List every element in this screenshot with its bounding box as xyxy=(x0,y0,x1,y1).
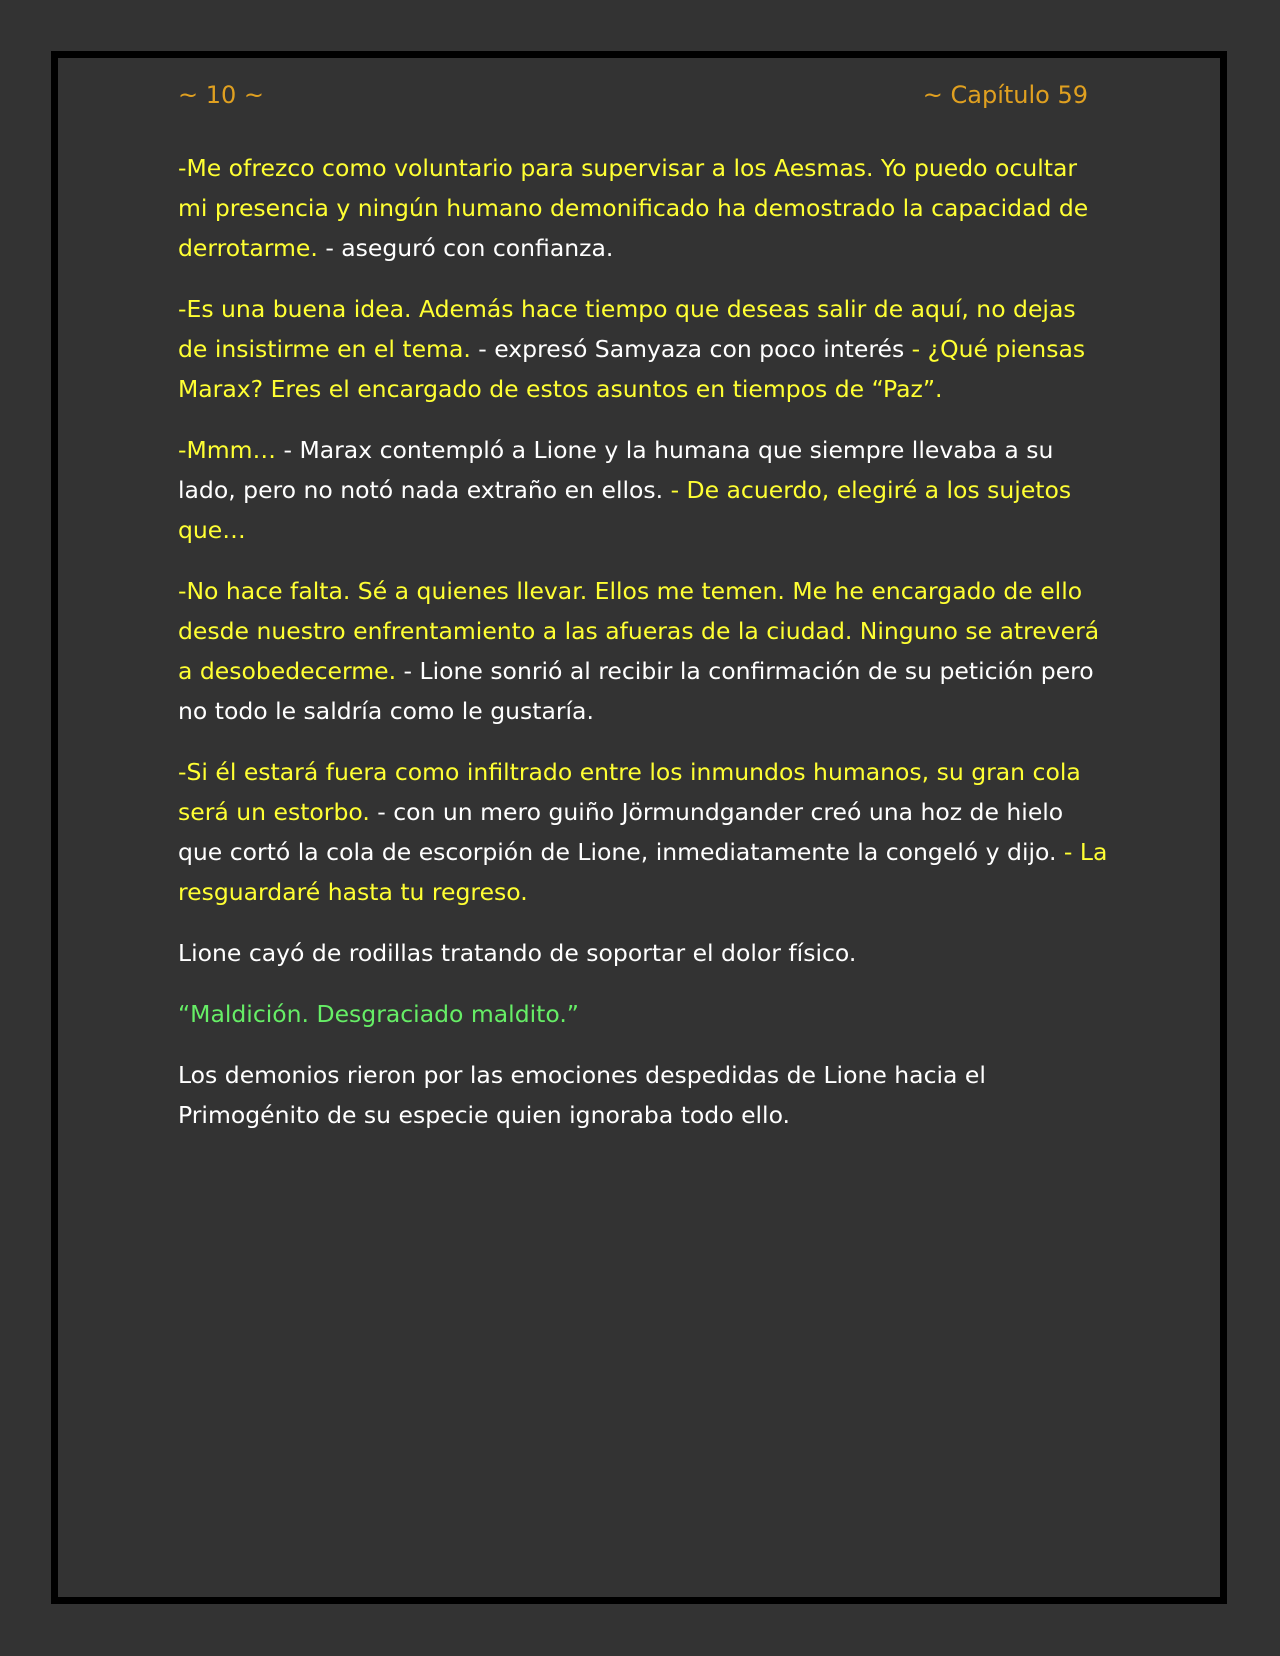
narration-segment: - aseguró con confianza. xyxy=(317,234,614,262)
thought-segment: “Maldición. Desgraciado maldito.” xyxy=(178,1000,579,1028)
speech-segment: -Si él estará fuera como infiltrado entre los inmundos humanos, su gran cola será un estorbo. xyxy=(178,758,1081,826)
narration-segment: Los demonios rieron por las emociones despedidas de Lione hacia el Primogénito de su especie quien ignoraba todo ello. xyxy=(178,1061,986,1129)
paragraph xyxy=(178,430,1112,550)
narration-segment: - Lione sonrió al recibir la confirmación de su petición pero no todo le saldría como le gustaría. xyxy=(178,657,1094,725)
paragraph xyxy=(178,752,1112,912)
paragraph xyxy=(178,148,1112,268)
story-body xyxy=(178,148,1112,1156)
speech-segment: - De acuerdo, elegiré a los sujetos que… xyxy=(178,476,1072,544)
paragraph xyxy=(178,571,1112,731)
narration-segment: - Marax contempló a Lione y la humana que siempre llevaba a su lado, pero no notó nada extraño en ellos. xyxy=(178,436,1054,504)
speech-segment: - La resguardaré hasta tu regreso. xyxy=(178,838,1108,906)
paragraph xyxy=(178,933,1112,973)
page-number: ~ 10 ~ xyxy=(178,81,265,109)
narration-segment: Lione cayó de rodillas tratando de soportar el dolor físico. xyxy=(178,939,857,967)
page-header xyxy=(178,78,1088,112)
speech-segment: -Es una buena idea. Además hace tiempo que deseas salir de aquí, no dejas de insistirme en el tema. xyxy=(178,295,1076,363)
narration-segment: - con un mero guiño Jörmundgander creó una hoz de hielo que cortó la cola de escorpión de Lione, inmediatamente la congeló y dijo. xyxy=(178,798,1064,866)
paragraph xyxy=(178,289,1112,409)
paragraph xyxy=(178,1055,1112,1135)
speech-segment: -Mmm… xyxy=(178,436,284,464)
chapter-title: ~ Capítulo 59 xyxy=(922,81,1088,109)
speech-segment: -Me ofrezco como voluntario para supervisar a los Aesmas. Yo puedo ocultar mi presencia y ningún humano demonificado ha demostrado la capacidad de derrotarme. xyxy=(178,154,1089,262)
narration-segment: - expresó Samyaza con poco interés xyxy=(470,335,912,363)
speech-segment: - ¿Qué piensas Marax? Eres el encargado de estos asuntos en tiempos de “Paz”. xyxy=(178,335,1086,403)
paragraph xyxy=(178,994,1112,1034)
speech-segment: -No hace falta. Sé a quienes llevar. Ellos me temen. Me he encargado de ello desde nuestro enfrentamiento a las afueras de la ciudad. Ninguno se atreverá a desobedecerme. xyxy=(178,577,1100,685)
